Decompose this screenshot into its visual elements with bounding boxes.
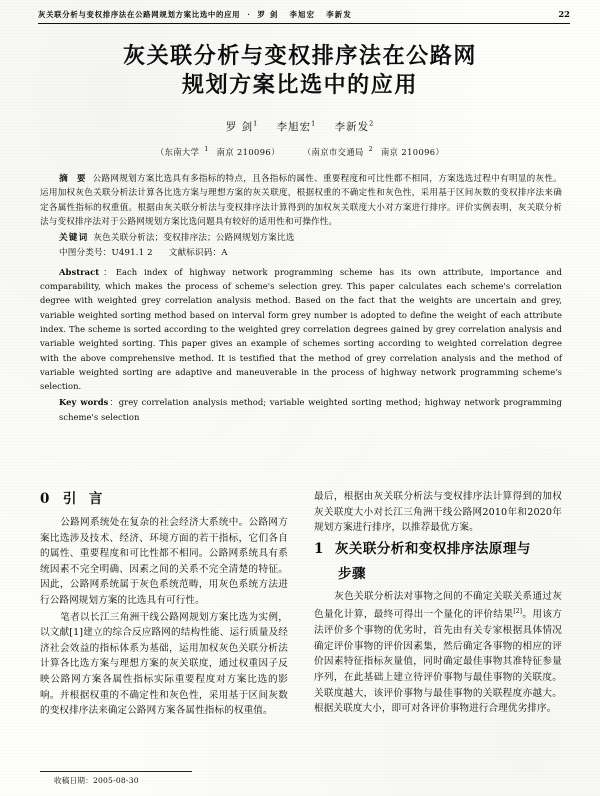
footnote-rule	[40, 771, 192, 772]
clc-label: 中图分类号	[59, 248, 103, 259]
chinese-keywords	[40, 231, 562, 246]
affiliation-city: 南京 210096）	[213, 147, 280, 157]
paragraph-text-b: 。用该方法评价多个事物的优劣时，首先由有关专家根据具体情况确定评价事物的评价因素集，然后确定各事物的相应的评价因素特征指标灰量值，同时确定最佳事物其准特征参量序列，在此基础上建立待评价事物与最佳事物的关联度。关联度越大，该评价事物与最佳事物的关联程度亦越大。根据关联度大小，即可对各评价事物进行合理优劣排序。	[314, 609, 563, 715]
author-entry	[226, 121, 258, 133]
author-list	[60, 119, 540, 134]
paragraph-continued	[314, 489, 562, 536]
author-entry	[277, 121, 317, 133]
affiliation-marker: 1	[204, 146, 209, 154]
chinese-abstract	[40, 172, 562, 230]
english-keywords	[40, 395, 562, 424]
reference-marker: [2]	[513, 608, 523, 616]
paragraph-text: 最后，根据由灰关联分析法与变权排序法计算得到的加权灰关联度大小对长江三角洲干线公路网2010年和2020年规划方案进行排序，以推荐最优方案。	[314, 491, 562, 534]
english-abstract-text: Each index of highway network programming scheme has its own attribute, importance and comparability, which makes the process of scheme's selection grey. This paper calculates each scheme's correlation degree with weighted grey correlation analysis method. Based on the fact that the weights are uncertain and grey, variable weighted sorting method based on interval form grey number is adopted to define the weight of each attribute index. The scheme is sorted according to the weighted grey correlation degrees gained by grey correlation analysis and variable weighted sorting. This paper gives an example of schemes sorting according to weighted correlation degree with the above comprehensive method. It is testified that the method of grey correlation analysis and the method of variable weighted sorting are adaptive and maneuverable in the process of highway network programming scheme's selection.	[40, 266, 562, 392]
article-title-line-1: 灰关联分析与变权排序法在公路网	[122, 43, 477, 69]
paragraph	[40, 610, 288, 719]
footnote-block	[40, 771, 192, 786]
clc-colon: ：	[102, 248, 112, 259]
chinese-keywords-text: 灰色关联分析法；变权排序法；公路网规划方案比选	[93, 232, 295, 243]
section-heading-1	[314, 539, 562, 559]
affiliation-name: （南京市交通局	[302, 147, 364, 157]
paragraph	[40, 515, 288, 609]
document-code-label: 文献标识码	[168, 248, 213, 259]
affiliation-city: 南京 210096）	[377, 147, 445, 157]
english-abstract	[40, 265, 562, 394]
affiliation-marker: 2	[368, 146, 373, 154]
section-heading-0	[40, 489, 288, 509]
chinese-abstract-label: 摘 要	[59, 174, 89, 184]
english-keywords-text: grey correlation analysis method; variable weighted sorting method; highway network programming scheme's selection	[59, 397, 563, 422]
section-title-char-2: 言	[88, 491, 103, 507]
author-name: 罗 剑	[225, 121, 254, 133]
running-head	[38, 9, 570, 20]
paragraph-text: 笔者以长江三角洲干线公路网规划方案比选为实例，以文献[1]建立的综合反应路网的结构性能、运行质量及经济社会效益的指标体系为基础，运用加权灰色关联分析法计算各比选方案与理想方案的灰关联度，通过权重因子反映公路网方案各属性指标实际重要程度对方案比选的影响。并根据权重的不确定性和灰色性，采用基于区间灰数的变权排序法来确定公路网方案各属性指标的权重值。	[40, 611, 288, 717]
running-head-author: 罗 剑	[257, 10, 279, 19]
page-number: 22	[558, 9, 570, 19]
english-abstract-label: Abstract	[59, 266, 100, 277]
running-head-separator: ·	[247, 10, 251, 19]
running-head-left	[38, 9, 352, 20]
clc-value: U491.1 2	[111, 248, 153, 259]
author-name: 李旭宏	[276, 121, 312, 133]
english-keywords-colon: ：	[108, 397, 119, 408]
affiliation-entry	[298, 147, 449, 157]
document-code-colon: ：	[212, 248, 222, 259]
footnote-text: 收稿日期：2005-08-30	[54, 776, 139, 785]
paragraph	[314, 589, 562, 717]
section-heading-1-line-2: 步骤	[338, 565, 366, 582]
right-column	[314, 489, 562, 786]
author-name: 李新发	[334, 121, 370, 133]
affiliation-entry	[151, 147, 285, 157]
document-code-value: A	[221, 248, 228, 259]
author-affiliation-marker: 1	[253, 119, 259, 128]
article-title-line-2: 规划方案比选中的应用	[181, 72, 418, 98]
article-title	[60, 42, 540, 100]
section-title-line-1: 灰关联分析和变权排序法原理与	[334, 540, 531, 557]
abstract-block	[40, 172, 562, 424]
running-head-authors	[257, 9, 352, 20]
body-columns	[40, 489, 562, 786]
section-number: 1	[314, 540, 324, 557]
affiliation-list	[60, 146, 540, 158]
left-column	[40, 489, 288, 786]
affiliation-name: （东南大学	[155, 147, 200, 157]
paragraph-text: 公路网系统处在复杂的社会经济大系统中。公路网方案比选涉及技术、经济、环境方面的若干指标，它们各自的属性、重要程度和可比性都不相同。公路网系统具有系统因素不完全明确、因素之间的关系不完全清楚的特征。因此，公路网系统属于灰色系统范畴，用灰色系统方法进行公路网规划方案的比选具有可行性。	[40, 517, 288, 606]
paragraph-text-a: 灰色关联分析法对事物之间的不确定关联关系通过灰色量化计算，最终可得出一个量化的评价结果	[314, 590, 562, 621]
chinese-keywords-label: 关键词	[59, 232, 89, 243]
section-number: 0	[40, 491, 50, 507]
header-rule	[38, 23, 570, 24]
author-entry	[335, 121, 375, 133]
english-keywords-label: Key words	[59, 397, 109, 408]
english-abstract-colon: ：	[99, 266, 116, 277]
classification-line	[40, 246, 562, 261]
section-title-char-1: 引	[62, 491, 77, 507]
author-affiliation-marker: 1	[311, 119, 317, 128]
running-head-author: 李旭宏	[289, 10, 316, 19]
running-head-author: 李新发	[326, 10, 352, 19]
running-head-title: 灰关联分析与变权排序法在公路网规划方案比选中的应用	[38, 10, 241, 19]
chinese-abstract-text: 公路网规划方案比选具有多指标的特点，且各指标的属性、重要程度和可比性都不相同，方案选选过程中有明显的灰性。运用加权灰色关联分析法计算各比选方案与理想方案的灰关联度，根据权重的不确定性和灰色性，采用基于区间灰数的变权排序法来确定各属性指标的权重值。根据由灰关联分析法与变权排序法计算得到的加权灰关联度大小对方案进行排序。评价实例表明，灰关联分析法与变权排序法对于公路网规划方案比选问题具有较好的适用性和可操作性。	[40, 174, 562, 228]
author-affiliation-marker: 2	[369, 119, 375, 128]
